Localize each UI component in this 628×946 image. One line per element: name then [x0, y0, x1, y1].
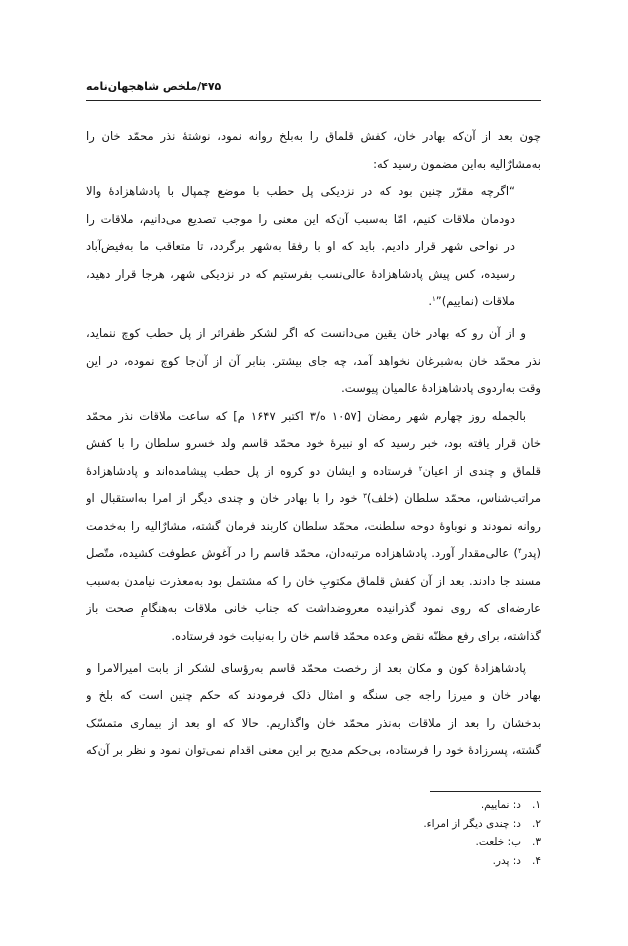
- text-line-content: “اگرچه مقرّر چنین بود که در نزدیکی پل حطب با موضع چمپال با پادشاهزادهٔ والا: [86, 184, 515, 198]
- footnote: [281, 815, 541, 834]
- text-line-content: دودمان ملاقات کنیم، امّا به‌سبب آن‌که این معنی را موجب تصدیع می‌دانیم، ملاقات را: [86, 211, 515, 226]
- footnote-number: ۱.: [532, 799, 541, 811]
- paragraph: [86, 403, 541, 651]
- header-rule: [86, 100, 541, 101]
- text-line: [86, 595, 541, 623]
- text-line: [86, 348, 541, 376]
- text-segment: ) عالی‌مقدار آورد. پادشاهزاده مرتبه‌دان، محمّد قاسم را در آغوش عطوفت کشیده، متّصل: [86, 546, 518, 560]
- paragraph: [86, 320, 541, 403]
- footnote-marker: ۳: [363, 492, 367, 501]
- text-line-content: نذر محمّد خان به‌شبرغان نخواهد آمد، چه جای بیشتر. بنابر آن از آن‌جا کوچ نموده، در این: [86, 353, 541, 368]
- text-line-content: عارضه‌ای که روی نمود گذرانیده معروضداشت که جناب خانی ملاقات به‌هنگامِ صحت باز: [86, 601, 541, 615]
- text-line: [86, 403, 541, 431]
- text-line-content: پادشاهزادهٔ کون و مکان بعد از رخصت محمّد قاسم به‌رؤسای لشکر از بابت امیرالامرا و: [86, 660, 526, 675]
- footnote-number: ۳.: [532, 836, 541, 849]
- text-line: [86, 430, 541, 458]
- footnote-separator: [430, 791, 541, 792]
- text-line-content: وقت به‌اردوی پادشاهزادهٔ عالمیان پیوست.: [341, 381, 541, 395]
- footnote-marker: ۱: [432, 295, 436, 304]
- footnote: [281, 852, 541, 871]
- text-line: [86, 261, 515, 289]
- text-line: [86, 655, 541, 683]
- text-line-content: گشته، پسرزادهٔ خود را فرستاده، بی‌حکم مدیح بر این معنی اقدام نمی‌توان نمود و نظر بر آن‌که: [86, 743, 541, 757]
- text-segment: (پدر: [521, 546, 541, 560]
- text-line: [86, 737, 541, 765]
- text-line: [86, 568, 541, 596]
- text-line: [86, 513, 541, 541]
- text-line: [86, 123, 541, 151]
- text-line-content: [86, 546, 541, 560]
- footnote-marker: ۴: [517, 547, 522, 556]
- text-line: [86, 375, 541, 403]
- text-line-content: در نواحی شهر قرار دادیم. باید که او با رفقا به‌شهر برگردد، تا متعاقب ما به‌فیض‌آباد: [86, 239, 515, 253]
- text-line: [86, 710, 541, 738]
- text-line: [86, 178, 515, 206]
- footnote-number: ۴.: [532, 854, 541, 867]
- footnote: [281, 796, 541, 815]
- text-line-content: [86, 491, 541, 505]
- text-line-content: بدخشان را بعد از ملاقات به‌نذر محمّد خان واگذاریم. حالا که او بعد از بیماری متمسّک: [86, 715, 541, 730]
- text-line-content: [86, 464, 541, 478]
- footnote-marker: ۲: [418, 464, 423, 473]
- text-line: [86, 320, 541, 348]
- text-segment: قلماق و چندی از اعیان: [422, 463, 541, 478]
- footnotes: [281, 796, 541, 870]
- text-line: [86, 206, 515, 234]
- running-header: ۴۷۵/ملخص شاهجهان‌نامه: [86, 80, 222, 93]
- text-line: [86, 485, 541, 513]
- text-line: [86, 458, 541, 486]
- paragraph: [86, 655, 541, 765]
- text-line: [86, 288, 515, 316]
- footnote-number: ۲.: [532, 817, 541, 830]
- text-line-content: مسند جا دادند. بعد از آن کفش قلماق مکتوبِ خان را که مشتمل بود به‌معذرت نیامدن به‌سبب: [86, 573, 541, 588]
- quoted-letter: [86, 178, 515, 316]
- text-line-content: روانه نمودند و نوباوهٔ دوحه سلطنت، محمّد سلطان کاربند فرمان گشته، مشارٌالیه را به‌خدمت: [86, 518, 541, 533]
- footnote: [281, 833, 541, 852]
- text-line: [86, 682, 541, 710]
- text-segment: ملاقات (نماییم)”: [435, 294, 515, 308]
- text-line-content: خان قرار یافته بود، خبر رسید که او نبیرهٔ خود محمّد قاسم ولد خسرو سلطان را با کفش: [86, 436, 541, 450]
- text-segment: فرستاده و ایشان دو کروه از پل حطب پیشامده‌اند و پادشاهزادهٔ: [86, 463, 419, 478]
- text-line: [86, 233, 515, 261]
- text-line: [86, 540, 541, 568]
- text-line-content: بالجمله روز چهارم شهر رمضان [۱۰۵۷ ه/۳ اکتبر ۱۶۴۷ م] که ساعت ملاقات نذر محمّد: [86, 408, 527, 423]
- text-segment: .: [428, 294, 433, 308]
- footnote-text: د: نماییم.: [480, 799, 521, 811]
- text-line-content: گذاشته، برای رفع مظنّه نقض وعده محمّد قاسم خان را به‌نیابت خود فرستاده.: [171, 628, 541, 643]
- text-line: [86, 623, 541, 651]
- footnote-text: ب: خلعت.: [475, 836, 521, 849]
- text-segment: مراتب‌شناس، محمّد سلطان (خلف): [366, 491, 541, 505]
- text-line-content: بهادر خان و میرزا راجه جی سنگه و امثال ذلک فرمودند که حکم چنین است که بلخ و: [86, 688, 541, 702]
- text-line-content: چون بعد از آن‌که بهادر خان، کفش قلماق را به‌بلخ روانه نمود، نوشتهٔ نذر محمّد خان را: [86, 129, 541, 143]
- text-line-content: به‌مشارٌالیه به‌این مضمون رسید که:: [373, 156, 541, 171]
- body-text: [86, 123, 541, 765]
- paragraph: [86, 123, 541, 178]
- text-line-content: [428, 294, 515, 308]
- footnote-text: د: چندی دیگر از امراء.: [423, 817, 521, 830]
- text-line: [86, 151, 541, 179]
- text-segment: خود را با بهادر خان و چندی دیگر از امرا به‌استقبال او: [86, 491, 364, 505]
- text-line-content: رسیده، کس پیش پادشاهزادهٔ عالی‌نسب بفرستیم که در نزدیکی شهر، هرجا قرار دهید،: [86, 266, 515, 281]
- footnote-text: د: پدر.: [492, 854, 521, 867]
- text-line-content: و از آن رو که بهادر خان یقین می‌دانست که اگر لشکر ظفراثر از پل حطب کوچ ننماید،: [86, 326, 526, 340]
